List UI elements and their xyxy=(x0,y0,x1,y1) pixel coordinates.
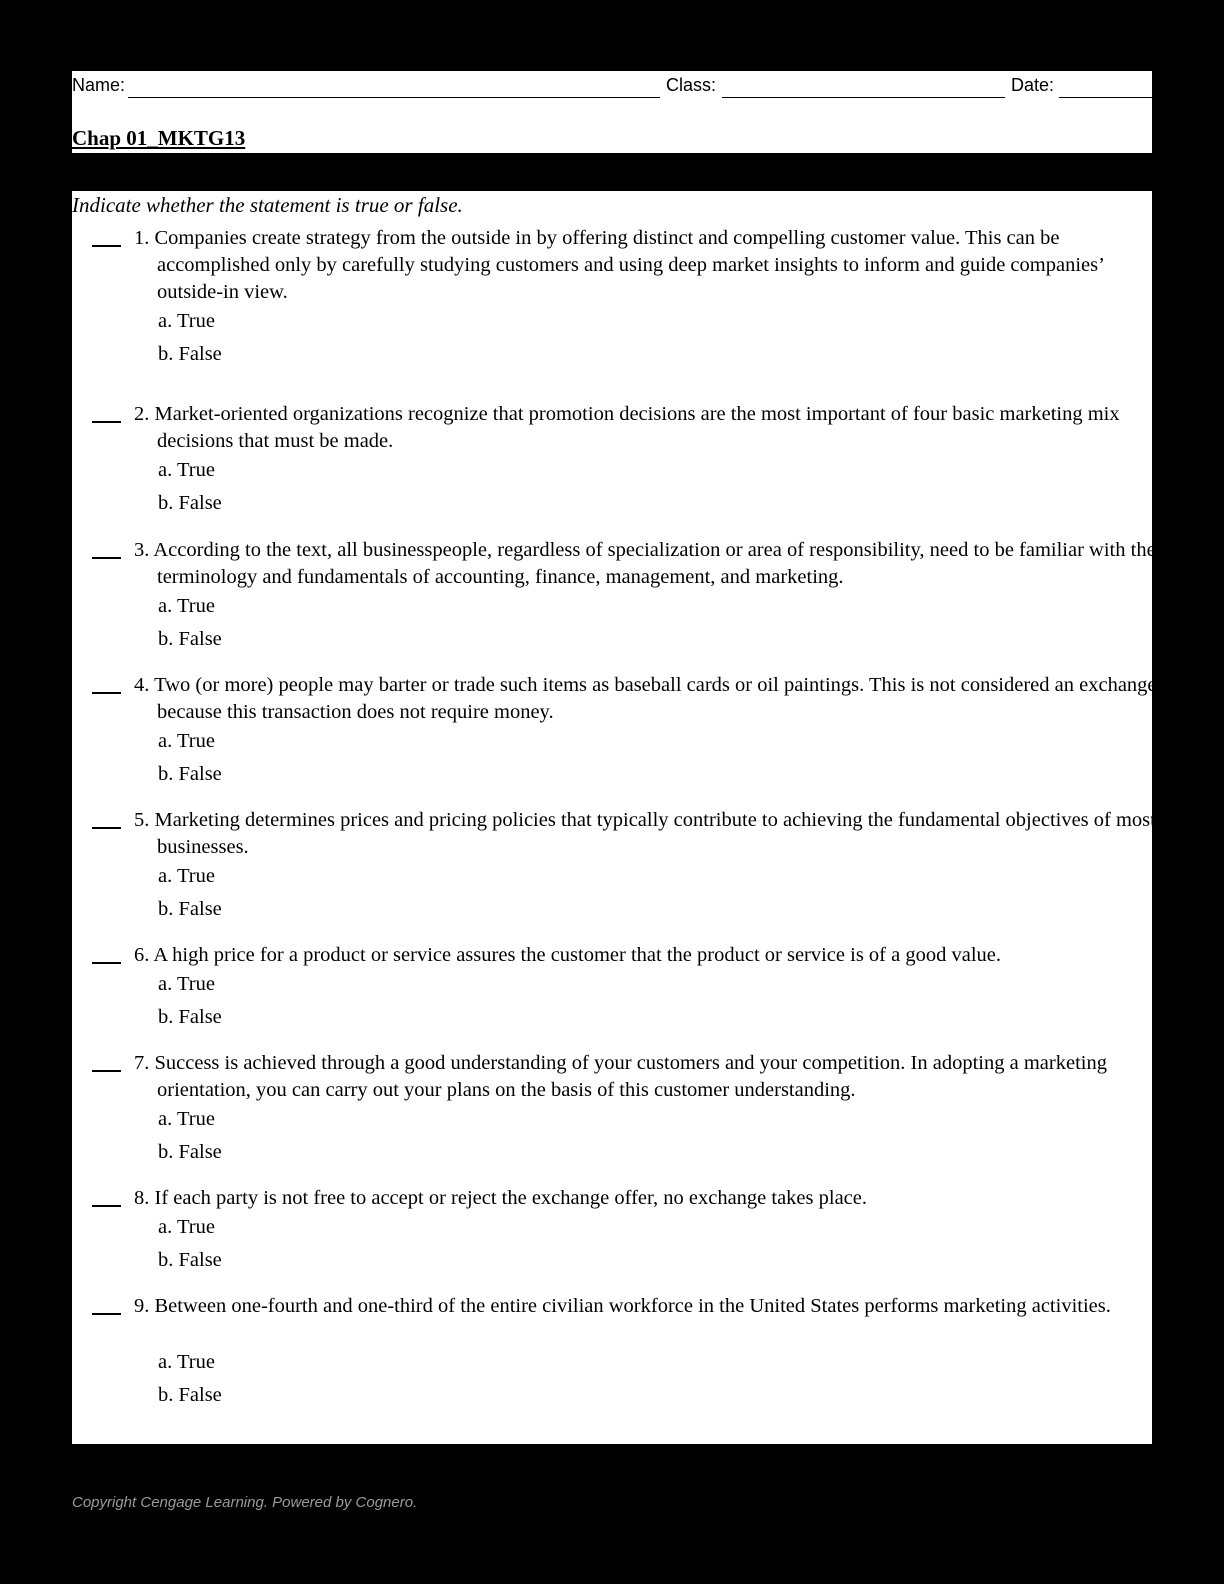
option-true: a. True xyxy=(158,973,215,995)
question-section xyxy=(72,191,1157,1444)
question-text: 5. Marketing determines prices and pricing policies that typically contribute to achieving the fundamental objectives of most businesses. xyxy=(134,809,1156,858)
question-text: 9. Between one-fourth and one-third of the entire civilian workforce in the United States performs marketing activities. xyxy=(134,1295,1111,1317)
answer-blank[interactable] xyxy=(92,692,121,694)
option-false: b. False xyxy=(158,898,222,920)
option-false: b. False xyxy=(158,1006,222,1028)
name-field[interactable] xyxy=(128,97,660,98)
option-true: a. True xyxy=(158,1216,215,1238)
question-text: 8. If each party is not free to accept or reject the exchange offer, no exchange takes place. xyxy=(134,1187,868,1209)
class-label: Class: xyxy=(666,75,717,95)
option-false: b. False xyxy=(158,1384,222,1406)
answer-blank[interactable] xyxy=(92,421,121,423)
option-false: b. False xyxy=(158,1249,222,1271)
answer-blank[interactable] xyxy=(92,962,121,964)
date-field[interactable] xyxy=(1059,97,1152,98)
option-true: a. True xyxy=(158,1108,215,1130)
option-false: b. False xyxy=(158,628,222,650)
question-text: 6. A high price for a product or service assures the customer that the product or service is of a good value. xyxy=(134,944,1002,966)
question-text: 2. Market-oriented organizations recognize that promotion decisions are the most important of four basic marketing mix decisions that must be made. xyxy=(134,403,1120,452)
answer-blank[interactable] xyxy=(92,1070,121,1072)
name-label: Name: xyxy=(72,75,126,95)
option-true: a. True xyxy=(158,730,215,752)
answer-blank[interactable] xyxy=(92,557,121,559)
date-label: Date: xyxy=(1011,75,1055,95)
option-true: a. True xyxy=(158,459,215,481)
answer-blank[interactable] xyxy=(92,827,121,829)
student-info-fields xyxy=(72,73,1152,99)
instructions: Indicate whether the statement is true or false. xyxy=(72,193,463,217)
answer-blank[interactable] xyxy=(92,1205,121,1207)
question-text: 3. According to the text, all businesspeople, regardless of specialization or area of responsibility, need to be familiar with the terminology and fundamentals of accounting, finance, management, and marketing. xyxy=(134,539,1156,588)
answer-blank[interactable] xyxy=(92,245,121,247)
option-true: a. True xyxy=(158,865,215,887)
option-true: a. True xyxy=(158,310,215,332)
answer-blank[interactable] xyxy=(92,1313,121,1315)
option-true: a. True xyxy=(158,595,215,617)
option-false: b. False xyxy=(158,492,222,514)
copyright-footer: Copyright Cengage Learning. Powered by Cognero. xyxy=(72,1494,418,1511)
class-field[interactable] xyxy=(722,97,1005,98)
question-text: 7. Success is achieved through a good understanding of your customers and your competition. In adopting a marketing orientation, you can carry out your plans on the basis of this customer understanding. xyxy=(134,1052,1107,1101)
chapter-title: Chap 01_MKTG13 xyxy=(72,126,246,150)
header-box xyxy=(72,71,1152,153)
option-false: b. False xyxy=(158,763,222,785)
option-false: b. False xyxy=(158,343,222,365)
option-true: a. True xyxy=(158,1351,215,1373)
question-text: 4. Two (or more) people may barter or trade such items as baseball cards or oil paintings. This is not considered an exchange because this transaction does not require money. xyxy=(134,674,1157,723)
option-false: b. False xyxy=(158,1141,222,1163)
question-text: 1. Companies create strategy from the outside in by offering distinct and compelling customer value. This can be accomplished only by carefully studying customers and using deep market insights to inform and guide companies’ outside-in view. xyxy=(134,227,1104,303)
